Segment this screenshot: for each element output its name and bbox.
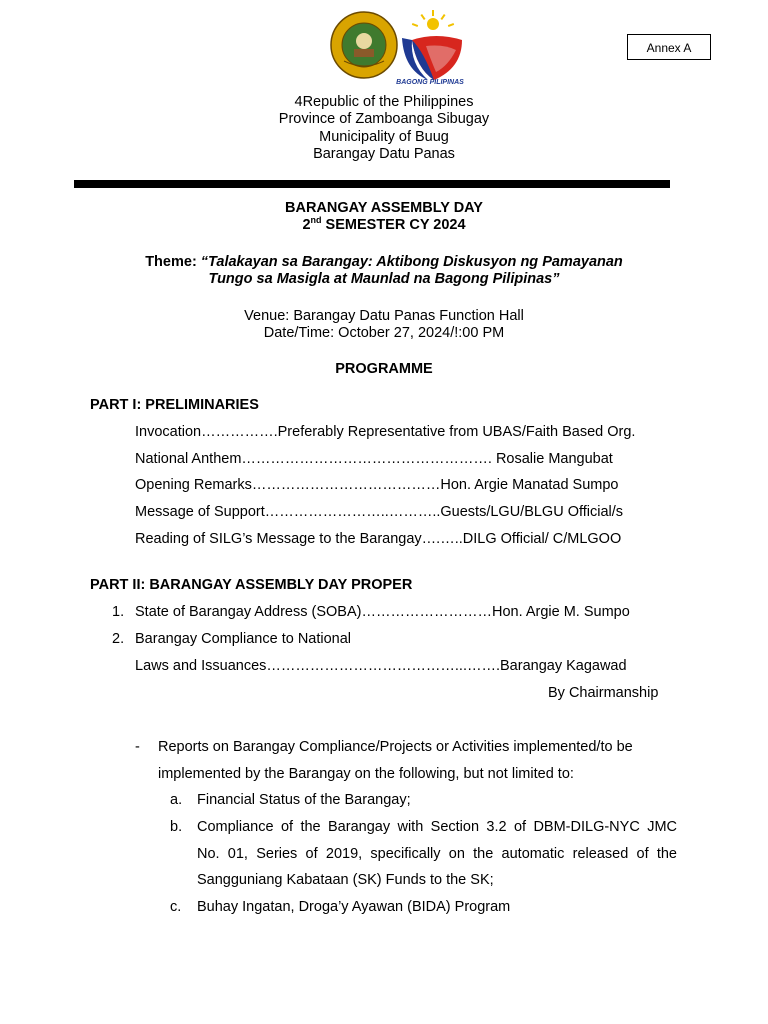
list-number: 2. (112, 631, 125, 647)
date-time: Date/Time: October 27, 2024/!:00 PM (263, 325, 505, 341)
sub-item-financial: Financial Status of the Barangay; (197, 792, 411, 808)
sub-item-bida: Buhay Ingatan, Droga’y Ayawan (BIDA) Program (197, 899, 511, 915)
header-line-province: Province of Zamboanga Sibugay (278, 111, 490, 127)
event-title: BARANGAY ASSEMBLY DAY (285, 200, 483, 216)
sub-item-compliance-line3: Sangguniang Kabataan (SK) Funds to the SK; (197, 872, 494, 888)
part2-heading: PART II: BARANGAY ASSEMBLY DAY PROPER (90, 577, 413, 593)
reports-dash: - (135, 739, 140, 755)
sub-item-compliance-line1: Compliance of the Barangay with Section 3.2 of DBM-DILG-NYC JMC (197, 819, 677, 835)
theme-line-2: Tungo sa Masigla at Maunlad na Bagong Pilipinas” (208, 271, 560, 287)
sub-item-letter: b. (170, 819, 183, 835)
sub-item-letter: c. (170, 899, 182, 915)
sub-item-compliance-line2: No. 01, Series of 2019, specifically on the automatic released of the (197, 846, 677, 862)
part2-item-compliance-line3: By Chairmanship (548, 685, 659, 701)
semester-title: 2nd SEMESTER CY 2024 (302, 215, 466, 233)
part2-item-soba: State of Barangay Address (SOBA)………………………Hon. Argie M. Sumpo (135, 604, 630, 620)
list-number: 1. (112, 604, 125, 620)
venue: Venue: Barangay Datu Panas Function Hall (244, 308, 524, 324)
part2-item-compliance: Barangay Compliance to National (135, 631, 352, 647)
part2-item-compliance-line2: Laws and Issuances…………………………………...…….Barangay Kagawad (135, 658, 627, 674)
reports-line-2: implemented by the Barangay on the following, but not limited to: (158, 766, 574, 782)
reports-line-1: Reports on Barangay Compliance/Projects or Activities implemented/to be (158, 739, 633, 755)
part1-item-silg: Reading of SILG’s Message to the Barangay….…..DILG Official/ C/MLGOO (135, 531, 622, 547)
barangay-seal-logo (330, 11, 398, 79)
part1-heading: PART I: PRELIMINARIES (90, 397, 259, 413)
bagong-pilipinas-logo (396, 10, 470, 90)
sub-item-letter: a. (170, 792, 183, 808)
bagong-pilipinas-caption: BAGONG PILIPINAS (396, 79, 464, 86)
part1-item-anthem: National Anthem……………………………………………. Rosalie Mangubat (135, 451, 613, 467)
programme-heading: PROGRAMME (335, 361, 433, 377)
part1-item-opening: Opening Remarks…………………………………Hon. Argie Manatad Sumpo (135, 477, 619, 493)
annex-label: Annex A (627, 34, 711, 60)
header-line-republic: 4Republic of the Philippines (294, 94, 474, 110)
theme-line-1: Theme: “Talakayan sa Barangay: Aktibong Diskusyon ng Pamayanan (145, 254, 623, 270)
header-divider (74, 180, 670, 188)
header-line-municipality: Municipality of Buug (319, 129, 449, 145)
part1-item-invocation: Invocation…………….Preferably Representative from UBAS/Faith Based Org. (135, 424, 636, 440)
header-line-barangay: Barangay Datu Panas (313, 146, 455, 162)
part1-item-support: Message of Support……………………..………..Guests/LGU/BLGU Official/s (135, 504, 624, 520)
